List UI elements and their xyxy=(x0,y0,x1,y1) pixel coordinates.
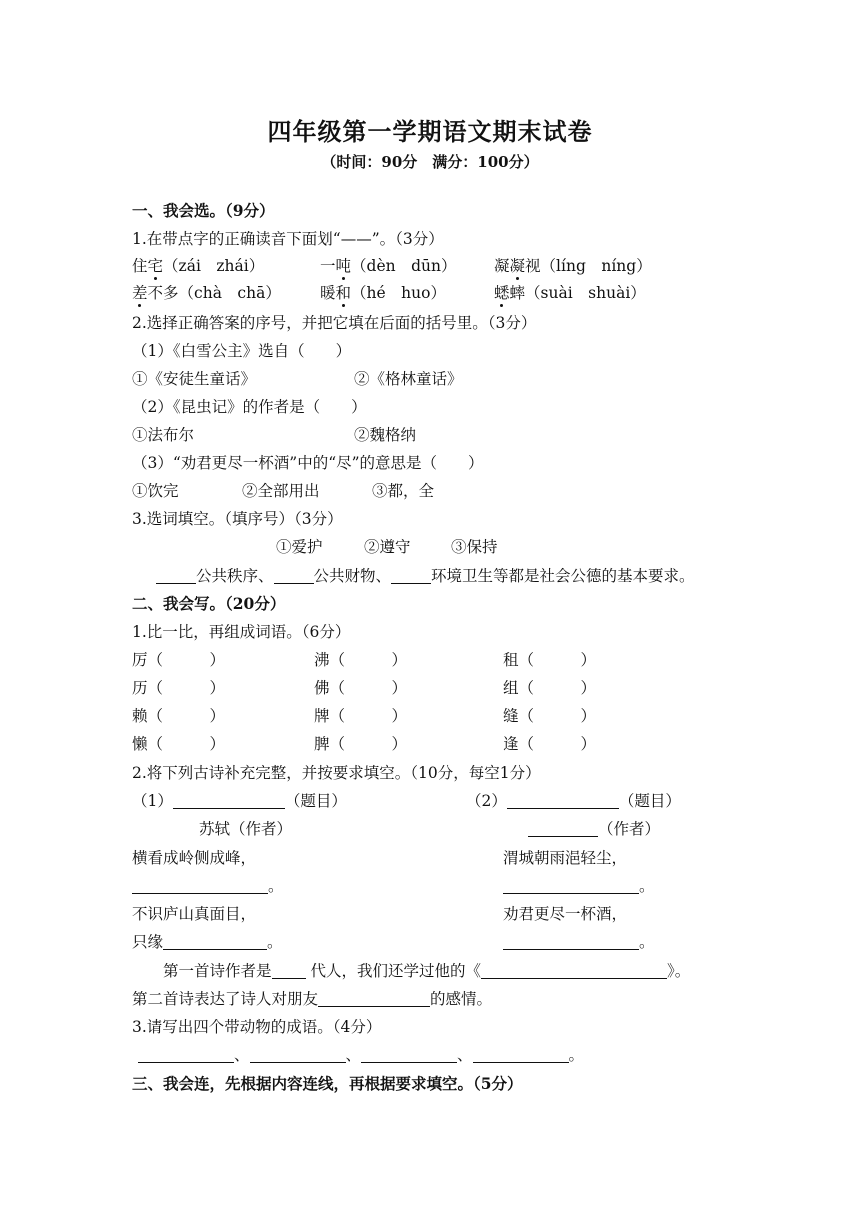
pinyin-item: 差不多（chà chā） xyxy=(132,284,281,302)
poem-2-line-1: 渭城朝雨浥轻尘， xyxy=(503,849,628,867)
answer-blank[interactable] xyxy=(274,567,314,584)
section-1-heading: 一、我会选。（9分） xyxy=(132,201,275,220)
poem-1-line-3: 不识庐山真面目， xyxy=(132,905,257,923)
pinyin-item: 暖和（hé huo） xyxy=(320,284,446,302)
answer-blank[interactable] xyxy=(507,792,619,809)
pinyin-item: 一吨（dèn dūn） xyxy=(320,257,457,275)
poem-2-line-2: 。 xyxy=(503,876,655,896)
answer-blank[interactable] xyxy=(391,567,431,584)
word-option-3: ③保持 xyxy=(451,538,498,556)
char-pair-item: 脾（ ） xyxy=(314,735,408,753)
q1-2-a: （1）《白雪公主》选自（ ） xyxy=(132,342,352,360)
q1-1-prompt: 1.在带点字的正确读音下面划“——”。（3分） xyxy=(132,230,444,248)
q1-2-b: （2）《昆虫记》的作者是（ ） xyxy=(132,398,367,416)
q1-2-prompt: 2.选择正确答案的序号，并把它填在后面的括号里。（3分） xyxy=(132,314,537,332)
char-pair-item: 牌（ ） xyxy=(314,707,408,725)
section-2-heading: 二、我会写。（20分） xyxy=(132,594,286,613)
poem-1-title-line: （1） （题目） xyxy=(132,792,347,810)
poem-1-author: 苏轼（作者） xyxy=(199,820,293,838)
poem-1-line-1: 横看成岭侧成峰， xyxy=(132,849,257,867)
poem-fill-sentence-2: 第二首诗表达了诗人对朋友 的感情。 xyxy=(132,990,493,1008)
fill-sentence: 公共秩序、 公共财物、 环境卫生等都是社会公德的基本要求。 xyxy=(156,566,695,586)
poem-2-line-3: 劝君更尽一杯酒， xyxy=(503,905,628,923)
pinyin-item: 住宅（zái zhái） xyxy=(132,257,265,275)
q1-2-b-opt1: ①法布尔 xyxy=(132,426,195,444)
answer-blank[interactable] xyxy=(272,962,306,979)
answer-blank[interactable] xyxy=(318,990,430,1007)
poem-2-line-4: 。 xyxy=(503,932,655,952)
word-option-1: ①爱护 xyxy=(276,538,323,556)
char-pair-item: 厉（ ） xyxy=(132,651,226,669)
q1-2-c-opt1: ①饮完 xyxy=(132,482,179,500)
q1-3-prompt: 3.选词填空。（填序号）（3分） xyxy=(132,510,343,528)
answer-blank[interactable] xyxy=(132,877,268,894)
poem-1-line-4: 只缘 。 xyxy=(132,933,283,951)
pinyin-item: 蟋蟀（suài shuài） xyxy=(494,284,646,302)
word-option-2: ②遵守 xyxy=(364,538,411,556)
char-pair-item: 懒（ ） xyxy=(132,735,226,753)
poem-fill-sentence-1: 第一首诗作者是 代人，我们还学过他的《 》。 xyxy=(163,962,691,980)
poem-1-line-2: 。 xyxy=(132,876,284,896)
char-pair-item: 缝（ ） xyxy=(503,707,597,725)
q1-2-c-opt3: ③都，全 xyxy=(372,482,435,500)
q2-3-prompt: 3.请写出四个带动物的成语。（4分） xyxy=(132,1018,382,1036)
q1-2-b-opt2: ②魏格纳 xyxy=(354,426,417,444)
answer-blank[interactable] xyxy=(250,1046,346,1063)
q1-2-c-opt2: ②全部用出 xyxy=(242,482,320,500)
q1-2-a-opt1: ①《安徒生童话》 xyxy=(132,370,257,388)
poem-2-title-line: （2） （题目） xyxy=(466,792,681,810)
q1-2-c: （3）“劝君更尽一杯酒”中的“尽”的意思是（ ） xyxy=(132,454,484,472)
section-3-heading: 三、我会连，先根据内容连线，再根据要求填空。（5分） xyxy=(132,1074,523,1093)
answer-blank[interactable] xyxy=(528,820,598,837)
char-pair-item: 组（ ） xyxy=(503,679,597,697)
answer-blank[interactable] xyxy=(503,877,639,894)
pinyin-item: 凝凝视（líng níng） xyxy=(494,257,652,275)
char-pair-item: 租（ ） xyxy=(503,651,597,669)
q2-1-prompt: 1.比一比，再组成词语。（6分） xyxy=(132,623,351,641)
answer-blank[interactable] xyxy=(481,962,667,979)
answer-blank[interactable] xyxy=(163,933,267,950)
char-pair-item: 佛（ ） xyxy=(314,679,408,697)
idiom-blanks: 、 、 、 。 xyxy=(138,1045,584,1065)
exam-subtitle: （时间：90分 满分：100分） xyxy=(321,153,539,171)
char-pair-item: 历（ ） xyxy=(132,679,226,697)
q1-2-a-opt2: ②《格林童话》 xyxy=(354,370,463,388)
answer-blank[interactable] xyxy=(173,792,285,809)
answer-blank[interactable] xyxy=(473,1046,569,1063)
exam-title: 四年级第一学期语文期末试卷 xyxy=(267,117,593,146)
answer-blank[interactable] xyxy=(156,567,196,584)
answer-blank[interactable] xyxy=(503,933,639,950)
q2-2-prompt: 2.将下列古诗补充完整，并按要求填空。（10分，每空1分） xyxy=(132,764,541,782)
poem-2-author-line: （作者） xyxy=(528,819,660,839)
answer-blank[interactable] xyxy=(361,1046,457,1063)
char-pair-item: 沸（ ） xyxy=(314,651,408,669)
char-pair-item: 赖（ ） xyxy=(132,707,226,725)
answer-blank[interactable] xyxy=(138,1046,234,1063)
char-pair-item: 逢（ ） xyxy=(503,735,597,753)
